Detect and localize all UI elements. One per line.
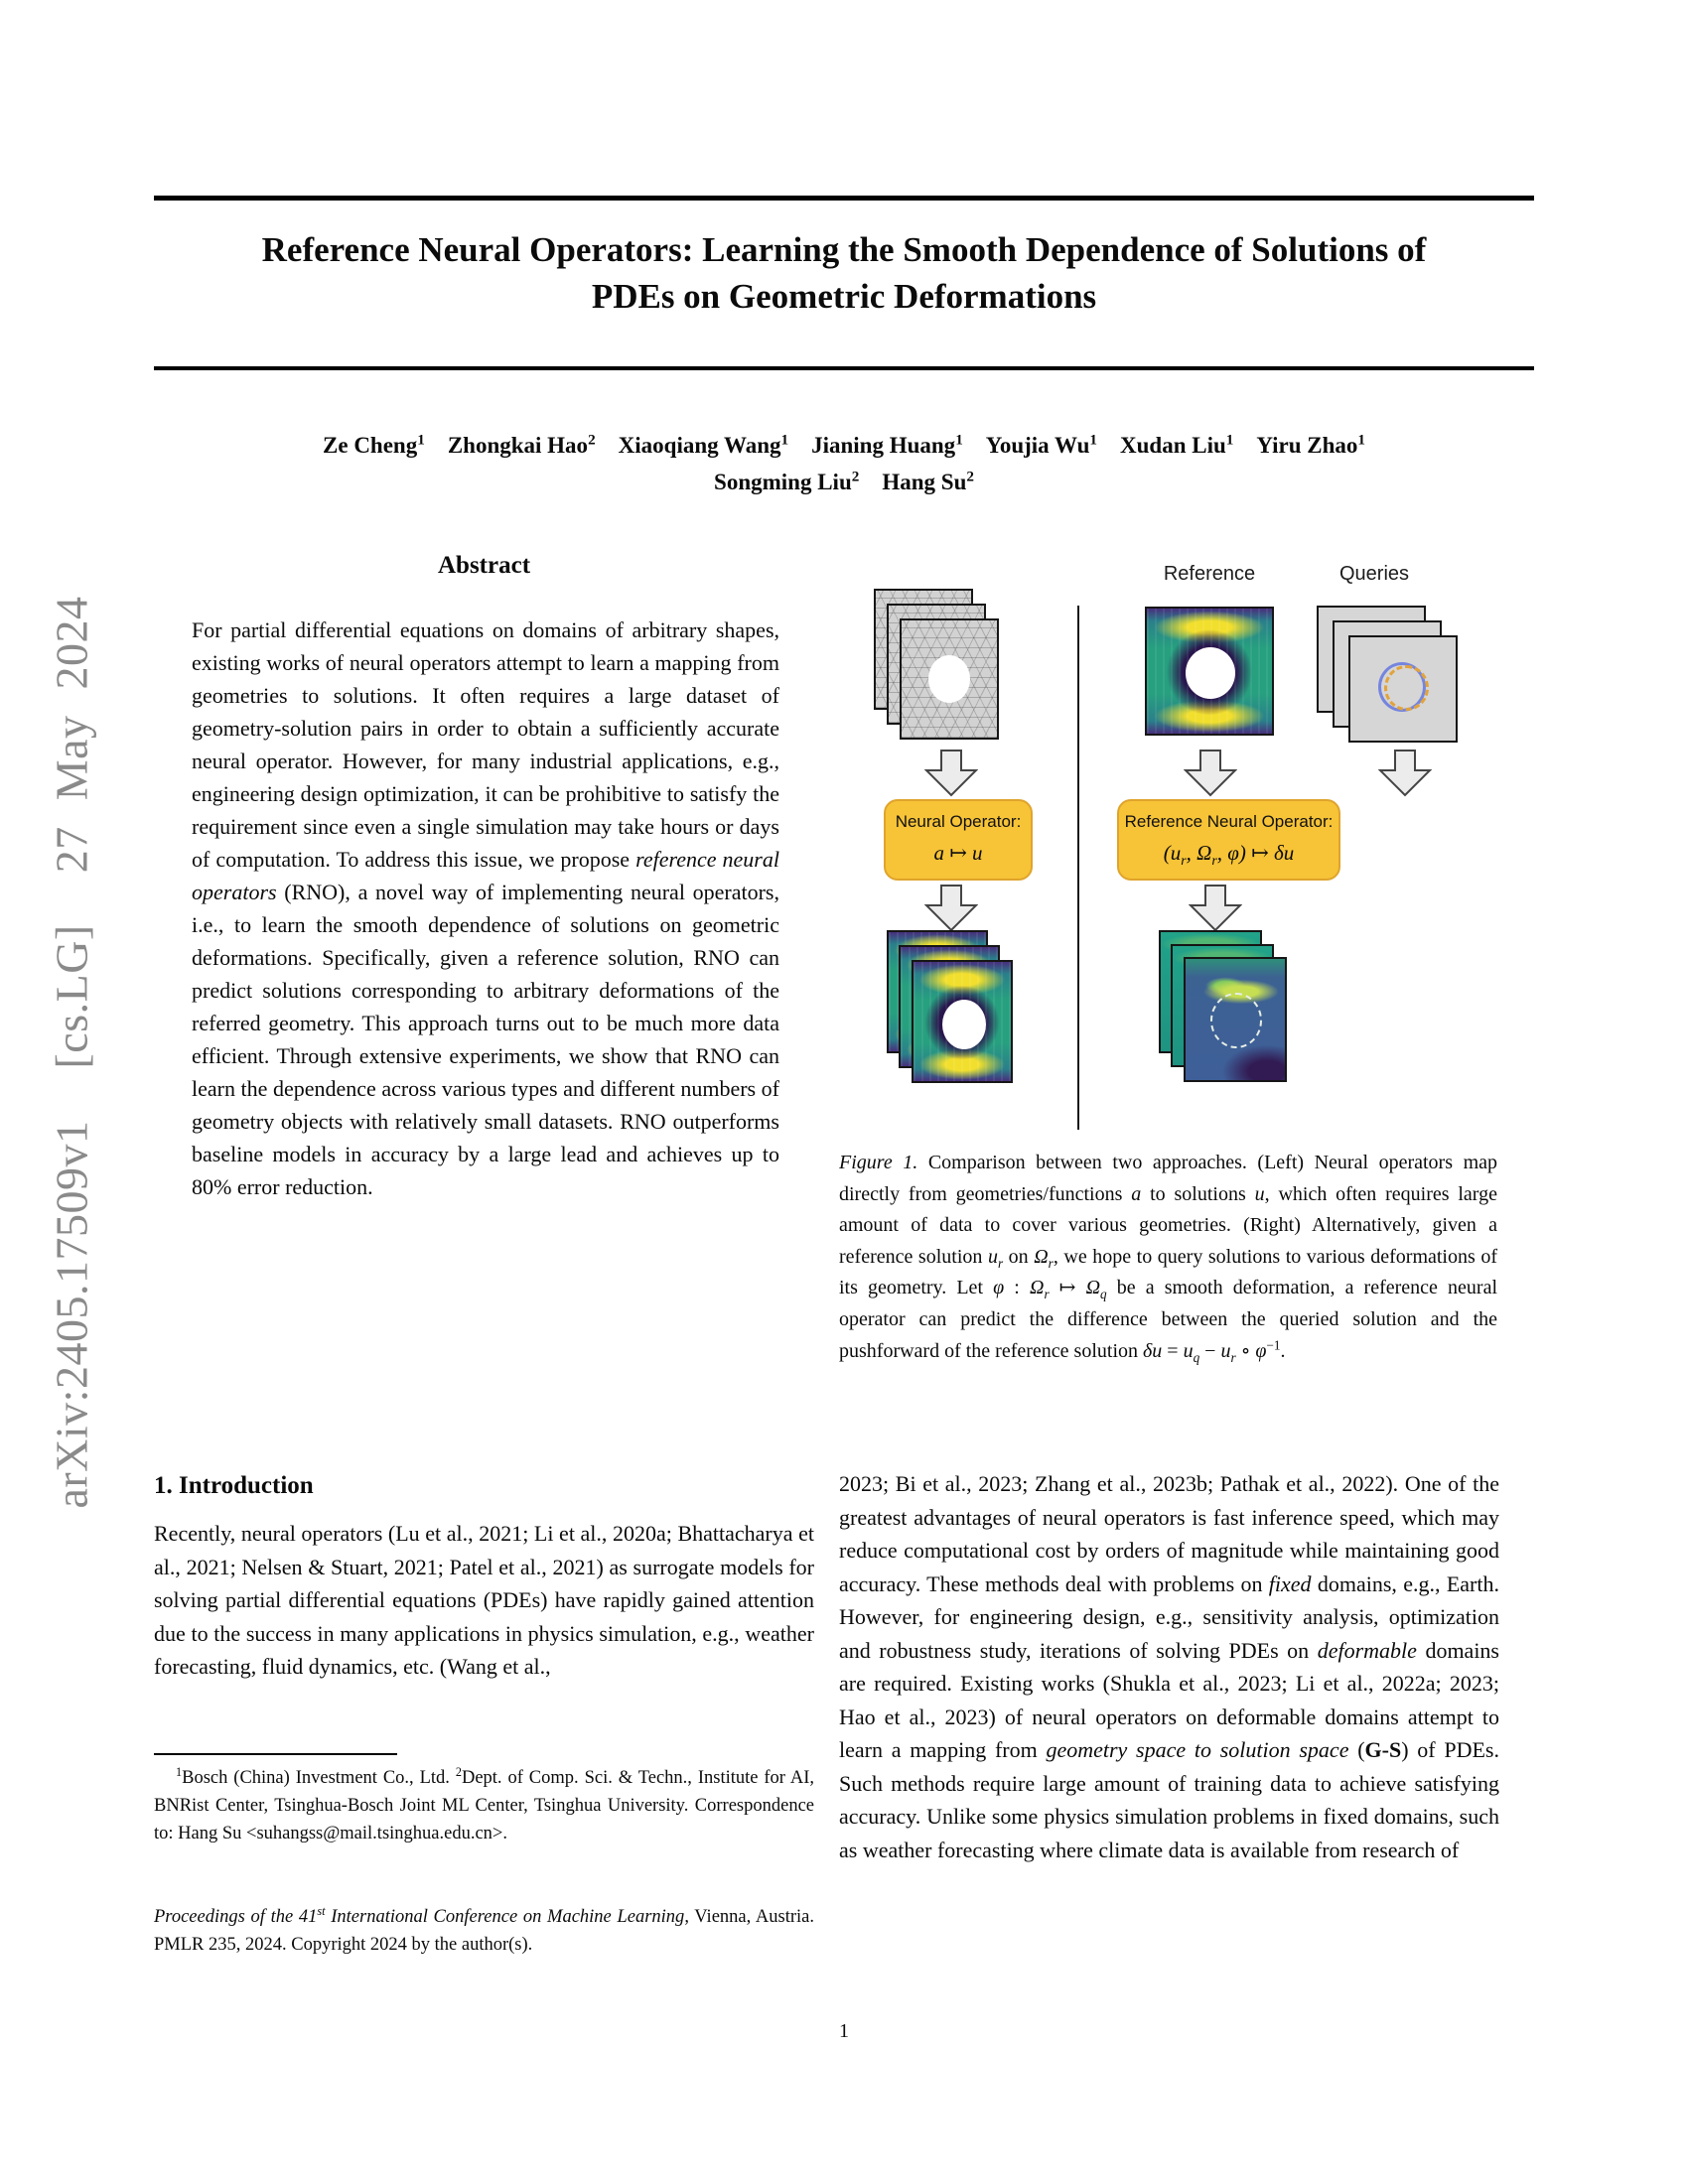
paper-title-line2: PDEs on Geometric Deformations <box>591 277 1097 316</box>
reference-neural-operator-formula: ($u_r$, $\Omega_r$, φ) ↦ δu <box>1163 841 1295 869</box>
reference-solution-image <box>1145 607 1274 736</box>
abstract-text: For partial differential equations on domains of arbitrary shapes, existing works of neural operators attempt to learn a mapping from geometries to solutions. It often requires a large dataset of geometry-solution pairs in order to obtain a sufficiently accurate neural operator. However, for many industrial applications, e.g., engineering design optimization, it can be prohibitive to satisfy the requirement since even a single simulation may take hours or days of computation. To address this issue, we propose reference neural operators (RNO), a novel way of implementing neural operators, i.e., to learn the smooth dependence of solutions on geometric deformations. Specifically, given a reference solution, RNO can predict solutions corresponding to arbitrary deformations of the referred geometry. This approach turns out to be much more data efficient. Through extensive experiments, we show that RNO can learn the dependence across various types and different numbers of geometry objects with relatively small datasets. RNO outperforms baseline models in accuracy by a large lead and achieves up to 80% error reduction. <box>192 617 779 1199</box>
footnote-affiliations: $^1$Bosch (China) Investment Co., Ltd. $^2$Dept. of Comp. Sci. & Techn., Institute for AI, BNRist Center, Tsinghua-Bosch Joint ML Center, Tsinghua University. Correspondence to: Hang Su <suhangss@mail.tsinghua.edu.cn>. <box>154 1764 814 1843</box>
neural-operator-box <box>884 799 1033 881</box>
mesh-hole <box>928 655 970 703</box>
title-rule-top <box>154 196 1534 201</box>
neural-operator-box-title: Neural Operator: <box>895 812 1022 831</box>
mesh-square <box>900 618 999 740</box>
down-arrow-icon <box>1378 750 1432 797</box>
abstract-heading: Abstract <box>437 552 531 579</box>
solution-output-stack <box>887 930 1018 1085</box>
down-arrow-icon <box>924 885 978 932</box>
down-arrow-icon <box>1184 750 1237 797</box>
down-arrow-icon <box>1378 750 1432 797</box>
title-rule-bottom <box>154 366 1534 370</box>
down-arrow-icon <box>924 750 978 797</box>
reference-neural-operator-box-title: Reference Neural Operator: <box>1124 812 1334 831</box>
paper-title-line1: Reference Neural Operators: Learning the Smooth Dependence of Solutions of <box>261 230 1427 269</box>
neural-operator-formula: a ↦ u <box>933 841 983 865</box>
down-arrow-icon <box>1184 750 1237 797</box>
figure-1 <box>839 551 1499 1139</box>
down-arrow-icon <box>1189 885 1242 932</box>
query-deformed-circle-dashed <box>1384 665 1429 711</box>
down-arrow-icon <box>924 750 978 797</box>
page-number: 1 <box>839 2020 849 2042</box>
paper-title <box>154 226 1534 320</box>
figure-1-caption: Figure 1. Comparison between two approaches. (Left) Neural operators map directly from geometries/functions a to solutions u, which often requires large amount of data to cover various geometries. (Right) Alternatively, given a reference solution $u_r$ on $\Omega_r$, we hope to query solutions to various deformations of its geometry. Let φ : $\Omega_r$ ↦ $\Omega_q$ be a smooth deformation, a reference neural operator can predict the difference between the queried solution and the pushforward of the reference solution $\delta u = u_q - u_r$ ∘ $\varphi^{-1}$. <box>839 1152 1497 1365</box>
queries-stack <box>1317 606 1460 745</box>
solution-hole <box>942 1000 986 1049</box>
section-heading-introduction: 1. Introduction <box>154 1472 314 1499</box>
down-arrow-icon <box>1189 885 1242 932</box>
queries-label: Queries <box>1338 563 1410 585</box>
deformed-boundary-dashed-ring <box>1210 993 1262 1048</box>
introduction-paragraph: Recently, neural operators (Lu et al., 2021; Li et al., 2020a; Bhattacharya et al., 2021; Nelsen & Stuart, 2021; Patel et al., 2021) as surrogate models for solving partial differential equations (PDEs) have rapidly gained attention due to the success in many applications in physics simulation, e.g., weather forecasting, fluid dynamics, etc. (Wang et al., <box>154 1521 814 1679</box>
author-list <box>154 427 1534 500</box>
down-arrow-icon <box>924 885 978 932</box>
author-line-1: Ze Cheng$^1$ Zhongkai Hao$^2$ Xiaoqiang Wang$^1$ Jianing Huang$^1$ Youjia Wu$^1$ Xudan Liu$^1$ Yiru Zhao$^1$ <box>323 431 1365 458</box>
solution-square <box>912 960 1013 1083</box>
reference-hole <box>1186 647 1235 699</box>
reference-label: Reference <box>1163 563 1256 585</box>
delta-solution-output-stack <box>1159 930 1290 1085</box>
introduction-paragraph-continued: 2023; Bi et al., 2023; Zhang et al., 2023b; Pathak et al., 2022). One of the greatest advantages of neural operators is fast inference speed, which may reduce computational cost by orders of magnitude while maintaining good accuracy. These methods deal with problems on fixed domains, e.g., Earth. However, for engineering design, e.g., sensitivity analysis, optimization and robustness study, iterations of solving PDEs on deformable domains are required. Existing works (Shukla et al., 2023; Li et al., 2022a; 2023; Hao et al., 2023) of neural operators on deformable domains attempt to learn a mapping from geometry space to solution space (G-S) of PDEs. Such methods require large amount of training data to achieve satisfying accuracy. Unlike some physics simulation problems in fixed domains, such as weather forecasting where climate data is available from research of <box>839 1471 1499 1862</box>
figure-divider <box>1077 606 1079 1130</box>
geometry-mesh-stack <box>874 589 1003 742</box>
arxiv-banner: arXiv:2405.17509v1 [cs.LG] 27 May 2024 <box>46 596 97 1509</box>
reference-neural-operator-box <box>1117 799 1340 881</box>
query-square <box>1348 635 1458 743</box>
author-line-2: Songming Liu$^2$ Hang Su$^2$ <box>714 468 974 494</box>
footnote-rule <box>154 1753 397 1755</box>
footnote-proceedings: Proceedings of the 41st International Conference on Machine Learning, Vienna, Austria. PMLR 235, 2024. Copyright 2024 by the author(s). <box>154 1903 815 1955</box>
delta-solution-square <box>1184 957 1287 1082</box>
